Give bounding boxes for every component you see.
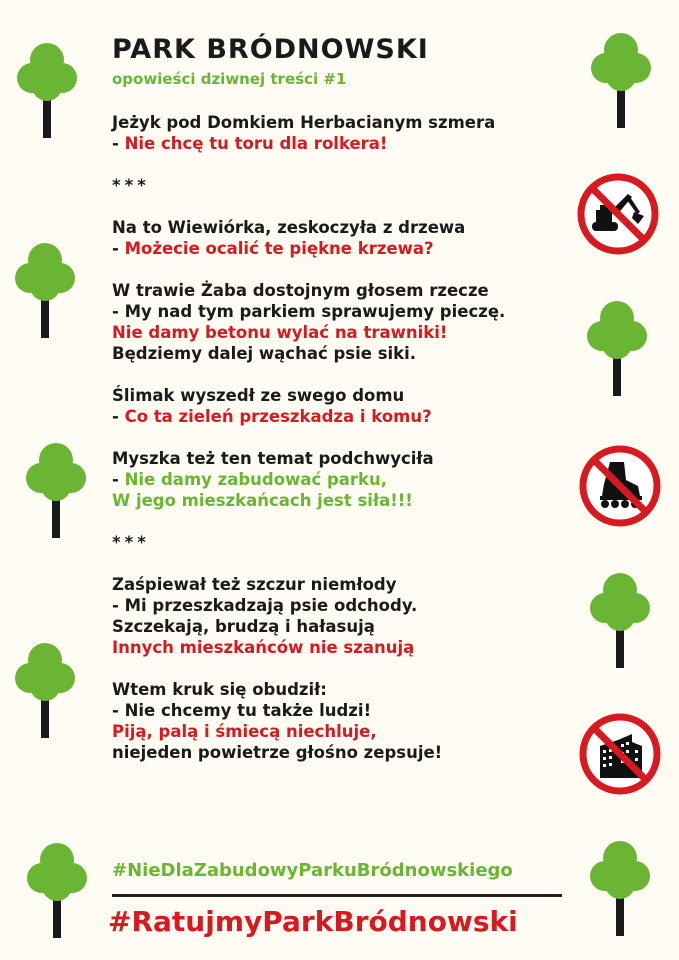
poem-line: - My nad tym parkiem sprawujemy pieczę. [112, 302, 506, 321]
tree-icon [27, 838, 87, 938]
poem-line: W trawie Żaba dostojnym głosem rzecze [112, 281, 489, 300]
tree-icon [26, 438, 86, 538]
separator-stars: *** [112, 533, 150, 552]
poem-line: W jego mieszkańcach jest siła!!! [112, 491, 413, 510]
poem-line: - Mi przeszkadzają psie odchody. [112, 596, 418, 615]
no-excavator-icon [576, 172, 660, 256]
poem-line: Na to Wiewiórka, zeskoczyła z drzewa [112, 218, 466, 237]
tree-icon [587, 296, 647, 396]
poem-dash: - [112, 134, 125, 153]
poem-line: Ślimak wyszedł ze swego domu [112, 386, 405, 405]
divider [112, 894, 562, 897]
stanza-gap [112, 511, 572, 532]
stanza-gap [112, 154, 572, 175]
separator-stars: *** [112, 176, 150, 195]
page-subtitle: opowieści dziwnej treści #1 [112, 70, 347, 88]
stanza-gap [112, 196, 572, 217]
tree-icon [15, 638, 75, 738]
poem-line: Innych mieszkańców nie szanują [112, 638, 415, 657]
poem-line: niejeden powietrze głośno zepsuje! [112, 743, 443, 762]
poem-line: Piją, palą i śmiecą niechluje, [112, 722, 377, 741]
poem [112, 112, 572, 763]
poem-line-green: Nie damy zabudować parku, [124, 470, 388, 489]
poem-line: Wtem kruk się obudził: [112, 680, 327, 699]
poem-line: Myszka też ten temat podchwyciła [112, 449, 434, 468]
tree-icon [15, 238, 75, 338]
tree-icon [591, 28, 651, 128]
hashtag-red: #RatujmyParkBródnowski [108, 905, 518, 938]
tree-icon [17, 38, 77, 138]
stanza-gap [112, 427, 572, 448]
hashtag-green: #NieDlaZabudowyParkuBródnowskiego [112, 860, 513, 881]
no-rollerskate-icon [578, 444, 662, 528]
poem-line: Szczekają, brudzą i hałasują [112, 617, 375, 636]
poem-line [112, 133, 572, 154]
poem-dash: - [112, 239, 125, 258]
poem-line: - Nie damy zabudować parku, [112, 470, 388, 489]
poem-line: Nie damy betonu wylać na trawniki! [112, 323, 448, 342]
poem-line-red: Możecie ocalić te piękne krzewa? [124, 239, 434, 258]
poem-line-red: Nie chcę tu toru dla rolkera! [124, 134, 388, 153]
poem-line: Jeżyk pod Domkiem Herbacianym szmera [112, 113, 496, 132]
stanza-gap [112, 259, 572, 280]
page-title: PARK BRÓDNOWSKI [112, 34, 429, 65]
stanza-gap [112, 364, 572, 385]
no-building-icon [578, 712, 662, 796]
poem-line: - Nie chcemy tu także ludzi! [112, 701, 372, 720]
tree-icon [590, 836, 650, 936]
poem-line [112, 238, 572, 259]
poem-line: - Co ta zieleń przeszkadza i komu? [112, 407, 432, 426]
tree-icon [590, 568, 650, 668]
stanza-gap [112, 553, 572, 574]
stanza-gap [112, 658, 572, 679]
poem-line-red: Co ta zieleń przeszkadza i komu? [124, 407, 432, 426]
poem-line: Zaśpiewał też szczur niemłody [112, 575, 397, 594]
poem-line: Będziemy dalej wąchać psie siki. [112, 344, 417, 363]
